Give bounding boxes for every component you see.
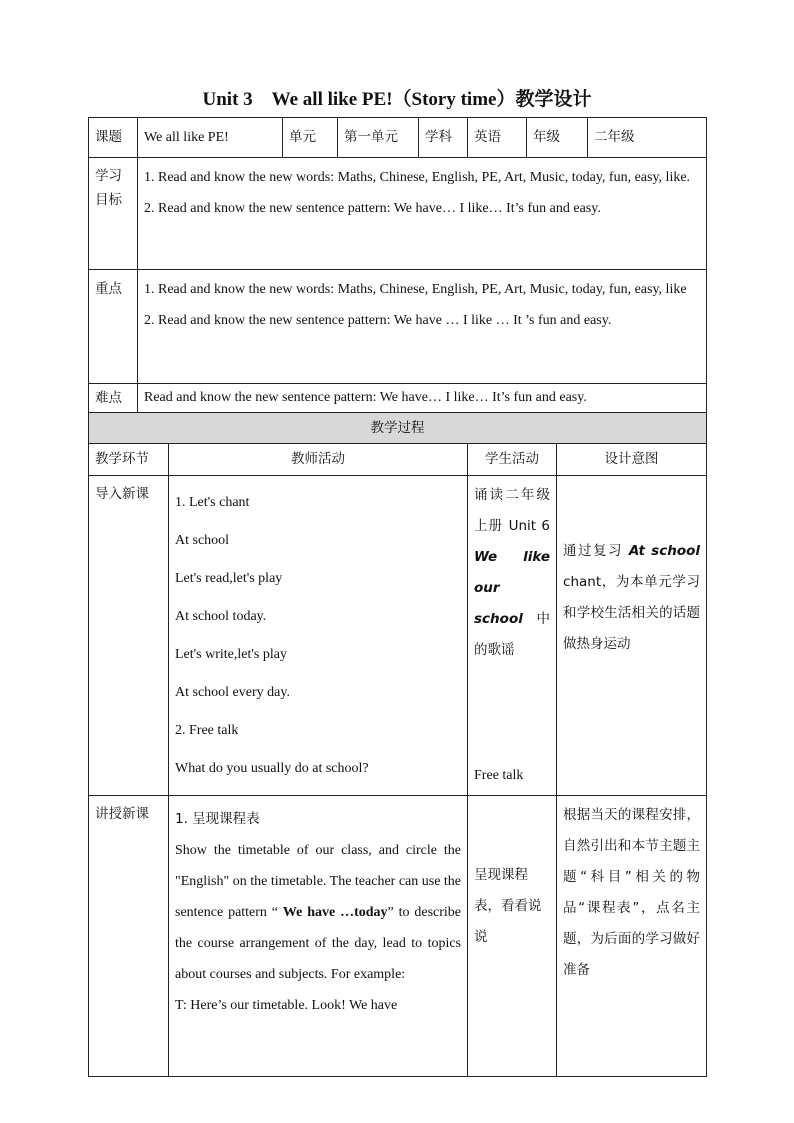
difficulty-row: [89, 384, 707, 413]
col-teacher: 教师活动: [169, 444, 468, 476]
new-lesson-stage: 讲授新课: [89, 796, 169, 1077]
process-header: 教学过程: [89, 413, 707, 444]
goals-content: [138, 158, 707, 270]
unit-value: 第一单元: [338, 118, 419, 158]
keypoints-row: [89, 270, 707, 384]
keypoints-content: [138, 270, 707, 384]
lesson-plan-table: [88, 117, 707, 1077]
student-free-talk: Free talk: [474, 768, 524, 783]
subject-value: 英语: [468, 118, 527, 158]
unit-label: 单元: [283, 118, 338, 158]
topic-label: 课题: [89, 118, 138, 158]
grade-label: 年级: [527, 118, 588, 158]
chant-line-1: 1. Let's chant: [175, 495, 250, 510]
teacher-para-post: ” to describe the course arrangement of the day, lead to topics about courses and subjects. For example:: [175, 905, 462, 982]
goals-label-line1: 学习: [95, 168, 122, 184]
teacher-example: T: Here’s our timetable. Look! We have: [175, 998, 398, 1013]
chant-title: At school: [628, 543, 701, 559]
keypoints-label: 重点: [89, 270, 138, 384]
keypoints-item-1: 1. Read and know the new words: Maths, Chinese, English, PE, Art, Music, today, fun, easy, like: [144, 282, 687, 297]
column-header-row: [89, 444, 707, 476]
intent-text-pre: 通过复习: [563, 543, 629, 559]
timetable-heading: 1. 呈现课程表: [175, 811, 260, 827]
lead-in-stage: 导入新课: [89, 476, 169, 796]
goals-item-2: 2. Read and know the new sentence pattern: We have… I like… It’s fun and easy.: [144, 201, 601, 216]
lead-in-student: [468, 476, 557, 796]
chant-line-4: At school today.: [175, 609, 267, 624]
free-talk-question: What do you usually do at school?: [175, 761, 369, 776]
chant-line-5: Let's write,let's play: [175, 647, 287, 662]
subject-label: 学科: [419, 118, 468, 158]
page-title: Unit 3 We all like PE!（Story time）教学设计: [202, 89, 592, 110]
process-header-row: [89, 413, 707, 444]
lead-in-intent: [557, 476, 707, 796]
topic-value: We all like PE!: [138, 118, 283, 158]
free-talk-heading: 2. Free talk: [175, 723, 239, 738]
goals-label-line2: 目标: [95, 192, 122, 208]
difficulty-label: 难点: [89, 384, 138, 413]
song-title: We like our school: [474, 549, 551, 627]
lead-in-teacher: [169, 476, 468, 796]
student-text-pre: 诵读二年级上册 Unit 6: [474, 487, 551, 534]
goals-label: [89, 158, 138, 270]
teacher-para-pre: Show the timetable of our class, and circle the "English" on the timetable. The teacher can use the sentence pattern “: [175, 843, 462, 920]
new-lesson-student: 呈现课程表，看看说说: [468, 796, 557, 1077]
col-intent: 设计意图: [557, 444, 707, 476]
chant-line-3: Let's read,let's play: [175, 571, 283, 586]
student-text-post: 中的歌谣: [474, 611, 551, 658]
new-lesson-teacher: [169, 796, 468, 1077]
new-lesson-intent: 根据当天的课程安排，自然引出和本节主题主题“科目”相关的物品“课程表”，点名主题，为后面的学习做好准备: [557, 796, 707, 1077]
col-student: 学生活动: [468, 444, 557, 476]
grade-value: 二年级: [588, 118, 707, 158]
chant-line-2: At school: [175, 533, 230, 548]
goals-row: [89, 158, 707, 270]
sentence-pattern: We have …today: [282, 905, 388, 920]
new-lesson-row: [89, 796, 707, 1077]
difficulty-text: Read and know the new sentence pattern: We have… I like… It’s fun and easy.: [138, 384, 707, 413]
intent-text-post: chant，为本单元学习和学校生活相关的话题做热身运动: [563, 574, 701, 652]
chant-line-6: At school every day.: [175, 685, 290, 700]
col-stage: 教学环节: [89, 444, 169, 476]
lead-in-row: [89, 476, 707, 796]
keypoints-item-2: 2. Read and know the new sentence pattern: We have … I like … It ’s fun and easy.: [144, 313, 612, 328]
goals-item-1: 1. Read and know the new words: Maths, Chinese, English, PE, Art, Music, today, fun, easy, like.: [144, 170, 691, 185]
info-row: [89, 118, 707, 158]
